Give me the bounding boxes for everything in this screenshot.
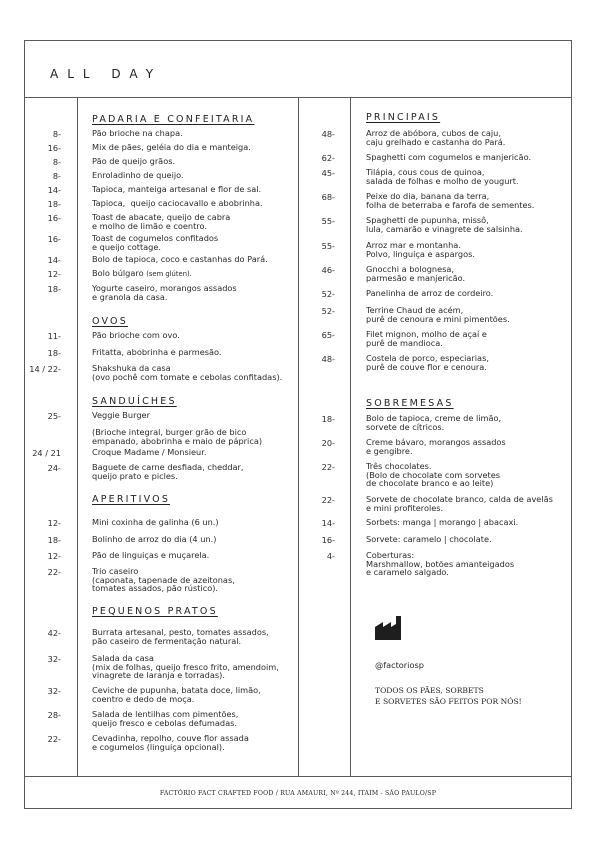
item-description: [92, 734, 249, 751]
item-description: [366, 168, 519, 185]
item-text: Croque Madame / Monsieur.: [92, 447, 207, 457]
item-price: 14-: [47, 185, 61, 195]
item-description: [366, 495, 553, 512]
item-description: [366, 462, 500, 488]
item-price: 12-: [47, 518, 61, 528]
item-price: 18-: [47, 348, 61, 358]
item-price: 32-: [47, 686, 61, 696]
item-description: [366, 265, 465, 282]
item-description: [92, 686, 261, 703]
item-description: [92, 269, 192, 279]
item-text: Bolinho de arroz do dia (4 un.): [92, 534, 217, 544]
item-description: [366, 153, 531, 162]
item-price: 12-: [47, 551, 61, 561]
item-price: 22-: [321, 495, 335, 505]
item-description: [92, 411, 262, 445]
item-price: 16-: [47, 143, 61, 153]
item-text: Filet mignon, molho de açaí e purê de mandioca.: [366, 329, 487, 348]
item-price: 8-: [52, 171, 61, 181]
item-price: 52-: [321, 306, 335, 316]
item-price: 16-: [321, 535, 335, 545]
item-price: 25-: [47, 411, 61, 421]
item-text: Mix de pães, geléia do dia e manteiga.: [92, 142, 251, 152]
item-description: [92, 129, 183, 138]
item-text: Burrata artesanal, pesto, tomates assados, pão caseiro de fermentação natural.: [92, 627, 269, 646]
item-text: Terrine Chaud de acém, purê de cenoura e mini pimentões.: [366, 305, 510, 324]
item-description: [92, 213, 230, 230]
item-price: 18-: [47, 199, 61, 209]
section-heading: PEQUENOS PRATOS: [92, 606, 218, 617]
item-description: [92, 567, 235, 593]
item-description: [366, 330, 487, 347]
item-text: Trio caseiro (caponata, tapenade de azeitonas, tomates assados, pão rústico).: [92, 566, 235, 594]
item-description: [92, 710, 238, 727]
section-heading: SOBREMESAS: [366, 398, 454, 409]
item-description: [366, 518, 518, 527]
item-description: [366, 129, 505, 146]
item-text: Veggie Burger (Brioche integral, burger grão de bico empanado, abobrinha e maio de páprica): [92, 410, 263, 446]
section-heading: PADARIA E CONFEITARIA: [92, 114, 255, 125]
item-price: 55-: [321, 241, 335, 251]
item-price: 22-: [47, 734, 61, 744]
item-price: 45-: [321, 168, 335, 178]
item-description: [366, 535, 492, 544]
item-text: Arroz de abóbora, cubos de caju, caju grelhado e castanha do Pará.: [366, 128, 506, 147]
item-price: 18-: [321, 414, 335, 424]
item-text: Salada da casa (mix de folhas, queijo fresco frito, amendoim, vinagrete de laranja e torradas).: [92, 653, 279, 681]
item-description: [366, 306, 510, 323]
item-price: 68-: [321, 192, 335, 202]
item-description: [92, 518, 219, 527]
item-price: 18-: [47, 284, 61, 294]
item-text: Bolo de tapioca, creme de limão, sorvete de cítricos.: [366, 413, 502, 432]
item-description: [92, 255, 268, 264]
item-text: Toast de abacate, queijo de cabra e molho de limão e coentro.: [92, 212, 231, 231]
menu-title: ALL DAY: [50, 67, 163, 81]
item-description: [92, 157, 175, 166]
house-made-note: TODOS OS PÃES, SORBETS E SORVETES SÃO FEITOS POR NÓS!: [375, 686, 522, 706]
item-text: Pão brioche na chapa.: [92, 128, 183, 138]
item-description: [366, 216, 523, 233]
item-text: Coberturas: Marshmallow, botões amanteigados e caramelo salgado.: [366, 550, 515, 578]
section-heading: OVOS: [92, 316, 128, 327]
item-description: [366, 414, 501, 431]
item-price: 8-: [52, 129, 61, 139]
item-description: [366, 551, 514, 577]
item-price: 52-: [321, 289, 335, 299]
item-text: Yogurte caseiro, morangos assados e granola da casa.: [92, 283, 237, 302]
item-description: [92, 535, 216, 544]
item-price: 48-: [321, 354, 335, 364]
item-price: 22-: [321, 462, 335, 472]
item-text: Costela de porco, especiarias, purê de couve flor e cenoura.: [366, 353, 489, 372]
item-description: [92, 171, 184, 180]
item-price: 28-: [47, 710, 61, 720]
item-text: Pão de queijo grãos.: [92, 156, 176, 166]
item-note: (sem glúten).: [146, 270, 192, 278]
item-price: 22-: [47, 567, 61, 577]
item-text: Panelinha de arroz de cordeiro.: [366, 288, 494, 298]
item-text: Toast de cogumelos confitados e queijo cottage.: [92, 233, 219, 252]
footer-address: FACTÓRIO FACT CRAFTED FOOD / RUA AMAURI, Nº 244, ITAIM - SÃO PAULO/SP: [159, 790, 437, 797]
item-text: Spaghetti de pupunha, missô, lula, camarão e vinagrete de salsinha.: [366, 215, 523, 234]
item-price: 62-: [321, 153, 335, 163]
item-description: [366, 241, 475, 258]
section-heading: SANDUÍCHES: [92, 396, 177, 407]
item-text: Sorbets: manga | morango | abacaxi.: [366, 517, 519, 527]
item-description: [92, 348, 222, 357]
item-text: Baguete de carne desfiada, cheddar, queijo prato e picles.: [92, 462, 244, 481]
item-text: Sorvete: caramelo | chocolate.: [366, 534, 492, 544]
item-text: Gnocchi a bolognesa, parmesão e manjericão.: [366, 264, 466, 283]
item-text: Três chocolates. (Bolo de chocolate com sorvetes de chocolate branco e ao leite): [366, 461, 501, 489]
item-description: [92, 463, 244, 480]
item-text: Mini coxinha de galinha (6 un.): [92, 517, 219, 527]
item-text: Salada de lentilhas com pimentões, queijo fresco e cebolas defumadas.: [92, 709, 239, 728]
item-price: 16-: [47, 213, 61, 223]
item-description: [92, 284, 237, 301]
item-description: [92, 331, 180, 340]
instagram-handle: @factoriosp: [375, 660, 424, 670]
item-description: [366, 192, 534, 209]
item-price: 20-: [321, 438, 335, 448]
item-price: 8-: [52, 157, 61, 167]
item-description: [366, 438, 506, 455]
item-price: 42-: [47, 628, 61, 638]
item-price: 11-: [47, 331, 61, 341]
item-text: Arroz mar e montanha. Polvo, linguiça e aspargos.: [366, 240, 475, 259]
item-price: 55-: [321, 216, 335, 226]
left-price-divider: [77, 97, 78, 776]
item-price: 14-: [321, 518, 335, 528]
item-text: Fritatta, abobrinha e parmesão.: [92, 347, 222, 357]
item-price: 16-: [47, 234, 61, 244]
item-text: Bolo búlgaro: [92, 268, 144, 278]
item-text: Tilápia, cous cous de quinoa, salada de folhas e molho de yougurt.: [366, 167, 519, 186]
item-description: [366, 354, 489, 371]
item-text: Shakshuka da casa (ovo pochê com tomate e cebolas confitadas).: [92, 363, 283, 382]
item-text: Sorvete de chocolate branco, calda de avelãs e mini profiteroles.: [366, 494, 553, 513]
item-text: Peixe do dia, banana da terra, folha de beterraba e farofa de sementes.: [366, 191, 535, 210]
section-heading: PRINCIPAIS: [366, 112, 441, 123]
item-text: Pão brioche com ovo.: [92, 330, 180, 340]
item-text: Bolo de tapioca, coco e castanhas do Pará.: [92, 254, 268, 264]
item-text: Spaghetti com cogumelos e manjericão.: [366, 152, 532, 162]
item-description: [92, 143, 251, 152]
item-price: 24-: [47, 463, 61, 473]
item-description: [366, 289, 493, 298]
item-description: [92, 654, 279, 680]
item-text: Creme bávaro, morangos assados e gengibre.: [366, 437, 506, 456]
center-divider-right: [350, 97, 351, 776]
item-price: 24 / 21: [32, 448, 61, 458]
section-heading: APERITIVOS: [92, 494, 171, 505]
item-price: 14 / 22-: [29, 364, 61, 374]
item-description: [92, 185, 261, 194]
item-description: [92, 234, 218, 251]
item-text: Tapioca, manteiga artesanal e flor de sal.: [92, 184, 262, 194]
item-text: Pão de linguiças e muçarela.: [92, 550, 210, 560]
item-text: Ceviche de pupunha, batata doce, limão, coentro e dedo de moça.: [92, 685, 261, 704]
item-text: Enroladinho de queijo.: [92, 170, 184, 180]
item-price: 32-: [47, 654, 61, 664]
item-description: [92, 551, 209, 560]
item-price: 14-: [47, 255, 61, 265]
item-price: 4-: [326, 551, 335, 561]
item-price: 46-: [321, 265, 335, 275]
item-price: 65-: [321, 330, 335, 340]
item-description: [92, 199, 263, 208]
item-price: 18-: [47, 535, 61, 545]
item-description: [92, 448, 206, 457]
item-text: Cevadinha, repolho, couve flor assada e cogumelos (linguiça opcional).: [92, 733, 249, 752]
center-divider-left: [298, 97, 299, 776]
factory-icon: [374, 615, 404, 641]
item-text: Tapioca, queijo caciocavallo e abobrinha.: [92, 198, 263, 208]
item-price: 48-: [321, 129, 335, 139]
item-description: [92, 364, 282, 381]
item-description: [92, 628, 269, 645]
footer-divider: [24, 776, 572, 777]
item-price: 12-: [47, 269, 61, 279]
